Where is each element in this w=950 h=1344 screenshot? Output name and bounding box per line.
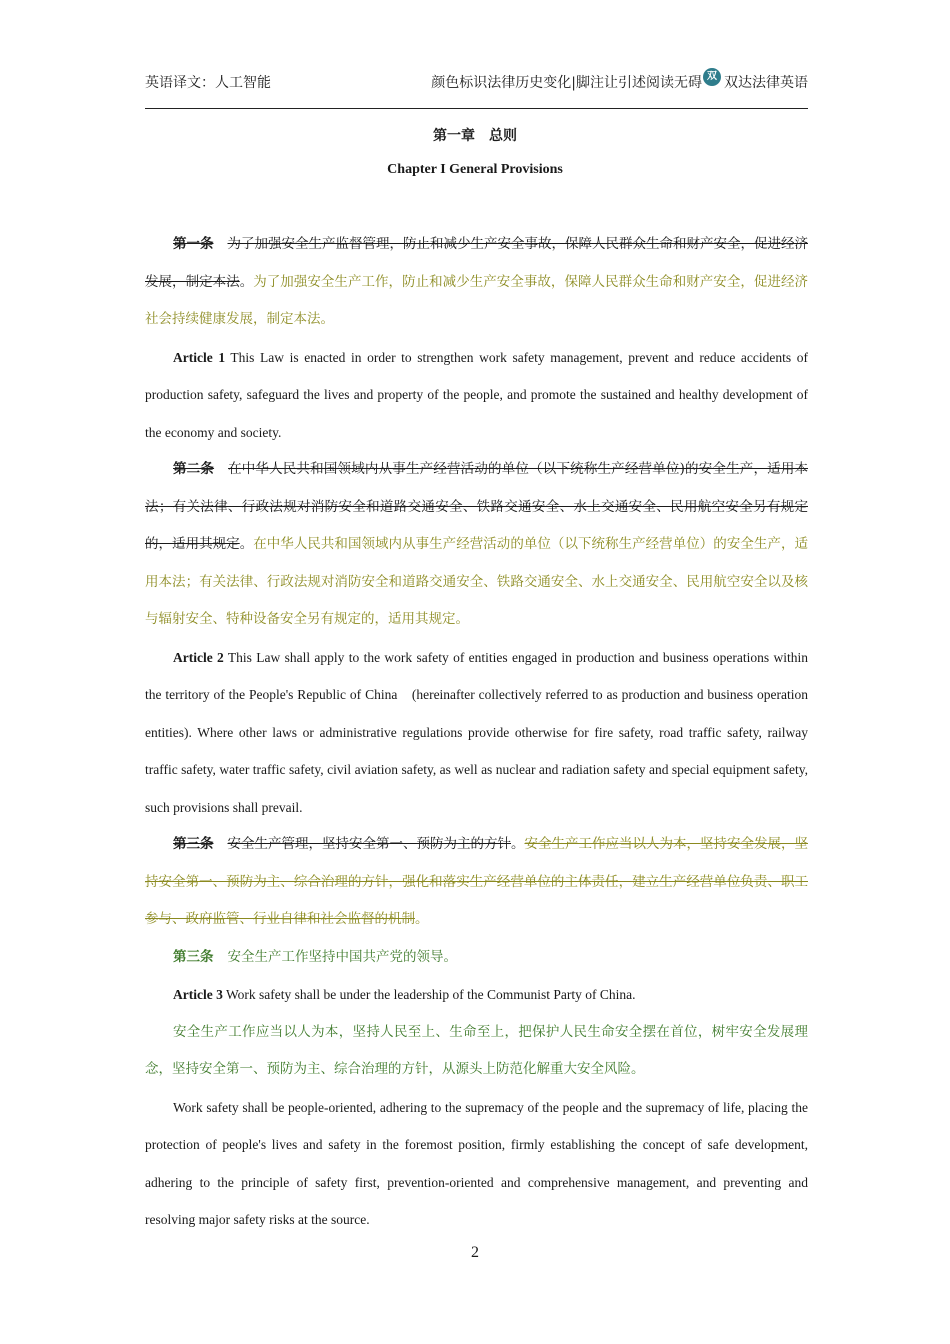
separator: 。 xyxy=(415,911,429,927)
header-right xyxy=(431,72,808,92)
chapter-title-en: Chapter I General Provisions xyxy=(387,162,563,177)
amended-text: 在中华人民共和国领域内从事生产经营活动的单位（以下统称生产经营单位）的安全生产，适用本法；有关法律、行政法规对消防安全和道路交通安全、铁路交通安全、水上交通安全、民用航空安全以及核与辐射安全、特种设备安全另有规定的，适用其规定。 xyxy=(145,536,808,627)
article-label: Article 2 xyxy=(173,649,224,665)
separator: 。 xyxy=(239,536,254,552)
article-text: Work safety shall be under the leadership of the Communist Party of China. xyxy=(222,987,636,1002)
document-body xyxy=(145,226,808,1239)
brand-logo-icon: 双 xyxy=(703,68,721,86)
article-3-paragraph-2-en: Work safety shall be people-oriented, adhering to the supremacy of the people and the supremacy of life, placing the protection of people's lives and safety in the foremost position, firmly establishing the concept of safe development, adhering to the principle of safety first, prevention-oriented and comprehensive management, and preventing and resolving major safety risks at the source. xyxy=(145,1099,808,1227)
article-2-cn xyxy=(145,451,808,639)
separator: 。 xyxy=(511,836,525,852)
header-brand: 双达法律英语 xyxy=(724,75,808,91)
article-label: 第三条 xyxy=(173,948,214,965)
deleted-text: 安全生产管理，坚持安全第一、预防为主的方针 xyxy=(227,836,511,852)
article-text: This Law is enacted in order to strengthen work safety management, prevent and reduce accidents of production safety, safeguard the lives and property of the people, and promote the sustained and healthy development of the economy and society. xyxy=(145,349,808,440)
article-3-paragraph-2-cn: 安全生产工作应当以人为本，坚持人民至上、生命至上，把保护人民生命安全摆在首位，树牢安全发展理念，坚持安全第一、预防为主、综合治理的方针，从源头上防范化解重大安全风险。 xyxy=(145,1023,808,1077)
article-1-en xyxy=(145,339,808,452)
article-text: 安全生产工作坚持中国共产党的领导。 xyxy=(227,948,457,965)
article-3-en xyxy=(145,976,808,1014)
article-2-en xyxy=(145,639,808,827)
article-label: 第三条 xyxy=(173,836,214,852)
chapter-title-cn: 第一章 总则 xyxy=(433,128,517,144)
header-rule xyxy=(145,108,808,109)
article-label: 第一条 xyxy=(173,236,214,252)
article-text: This Law shall apply to the work safety of entities engaged in production and business operations within the territory of the People's Republic of China (hereinafter collectively referred to as production and business operation entities). Where other laws or administrative regulations provide otherwise for fire safety, road traffic safety, railway traffic safety, water traffic safety, civil aviation safety, as well as nuclear and radiation safety and special equipment safety, such provisions shall prevail. xyxy=(145,649,808,815)
deleted-text: 为了加强安全生产监督管理，防止和减少生产安全事故，保障人民群众生命和财产安全，促进经济发展，制定本法 xyxy=(145,236,808,290)
article-label: 第二条 xyxy=(173,461,215,477)
article-label: Article 1 xyxy=(173,349,226,365)
amended-text: 为了加强安全生产工作，防止和减少生产安全事故，保障人民群众生命和财产安全，促进经济社会持续健康发展，制定本法。 xyxy=(145,273,808,327)
article-3-deleted-cn xyxy=(145,826,808,939)
header-tagline: 颜色标识法律历史变化|脚注让引述阅读无碍 xyxy=(431,75,702,91)
header-left-text: 英语译文：人工智能 xyxy=(145,75,271,91)
article-3-cn xyxy=(145,939,808,977)
page-number: 2 xyxy=(471,1244,479,1261)
separator: 。 xyxy=(239,273,254,290)
article-label: Article 3 xyxy=(173,987,223,1002)
page-header xyxy=(145,72,808,94)
deleted-text: 在中华人民共和国领域内从事生产经营活动的单位（以下统称生产经营单位)的安全生产，适用本法；有关法律、行政法规对消防安全和道路交通安全、铁路交通安全、水上交通安全、民用航空安全另有规定的，适用其规定 xyxy=(145,461,809,552)
article-1-cn xyxy=(145,226,808,339)
deleted-amended-text: 安全生产工作应当以人为本，坚持安全发展，坚持安全第一、预防为主、综合治理的方针，强化和落实生产经营单位的主体责任，建立生产经营单位负责、职工参与、政府监管、行业自律和社会监督的机制 xyxy=(145,836,808,927)
